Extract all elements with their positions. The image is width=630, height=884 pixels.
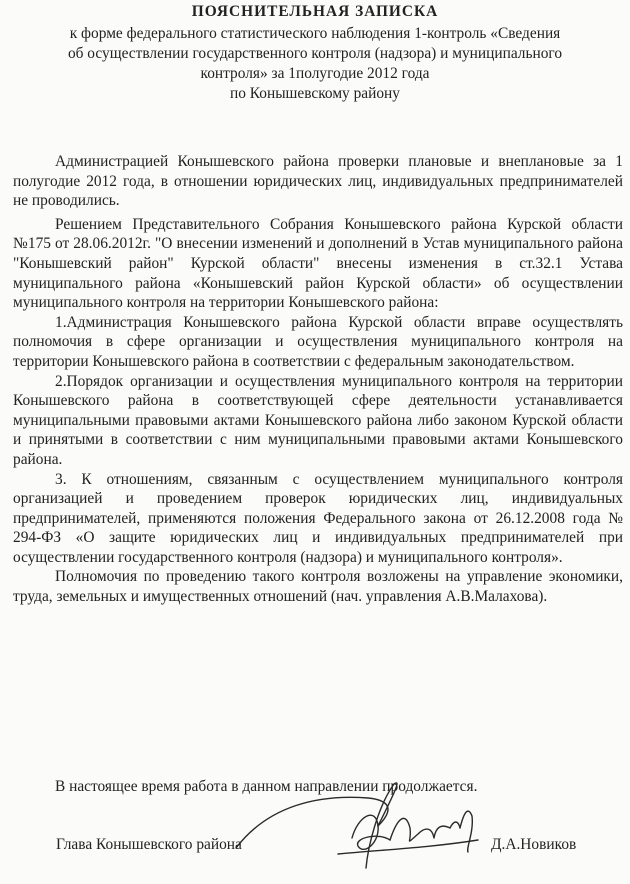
paragraph-no-inspections: Администрацией Конышевского района проверки плановые и внеплановые за 1 полугодие 2012 года, в отношении юридических лиц, индивидуальных предпринимателей не проводились. — [13, 153, 623, 210]
signer-name: Д.А.Новиков — [491, 836, 577, 853]
document-title: ПОЯСНИТЕЛЬНАЯ ЗАПИСКА — [191, 3, 439, 20]
signer-position: Глава Конышевского района — [56, 836, 242, 853]
paragraph-decision: Решением Представительного Собрания Конышевского района Курской области №175 от 28.06.2012г. "О внесении изменений и дополнений в Устав муниципального района "Конышевский район" Курской области" внесены изменения в ст.32.1 Устава муниципального района «Конышевский район Курской области» об осуществлении муниципального контроля на территории Конышевского района: — [13, 215, 623, 312]
paragraph-item-1: 1.Администрация Конышевского района Курской области вправе осуществлять полномочия в сфере организации и осуществления муниципального контроля на территории Конышевского района в соответствии с федеральным законодательством. — [13, 313, 623, 370]
paragraph-item-2: 2.Порядок организации и осуществления муниципального контроля на территории Конышевского района в соответствующей сфере деятельности устанавливается муниципальными правовыми актами Конышевского района либо законом Курской области и принятыми в соответствии с ним муниципальными правовыми актами Конышевского района. — [13, 372, 623, 468]
handwritten-signature-icon — [228, 776, 488, 876]
document-subtitle — [0, 24, 630, 104]
document-body — [13, 152, 623, 607]
subtitle-line: контроля» за 1полугодие 2012 года — [200, 65, 430, 82]
paragraph-item-3: 3. К отношениям, связанным с осуществлением муниципального контроля организацией и проведением проверок юридических лиц, индивидуальных предпринимателей, применяются положения Федерального закона от 26.12.2008 года № 294-ФЗ «О защите юридических лиц и индивидуальных предпринимателей при осуществлении государственного контроля (надзора) и муниципального контроля». — [13, 470, 623, 566]
signature-row — [0, 836, 630, 860]
closing-statement: В настоящее время работа в данном направлении продолжается. — [55, 778, 478, 795]
subtitle-line: об осуществлении государственного контроля (надзора) и муниципального — [67, 45, 563, 62]
paragraph-authority: Полномочия по проведению такого контроля возложены на управление экономики, труда, земельных и имущественных отношений (нач. управления А.В.Малахова). — [13, 568, 623, 606]
subtitle-line: к форме федерального статистического наблюдения 1-контроль «Сведения — [69, 25, 561, 42]
subtitle-line: по Конышевскому району — [229, 85, 400, 102]
